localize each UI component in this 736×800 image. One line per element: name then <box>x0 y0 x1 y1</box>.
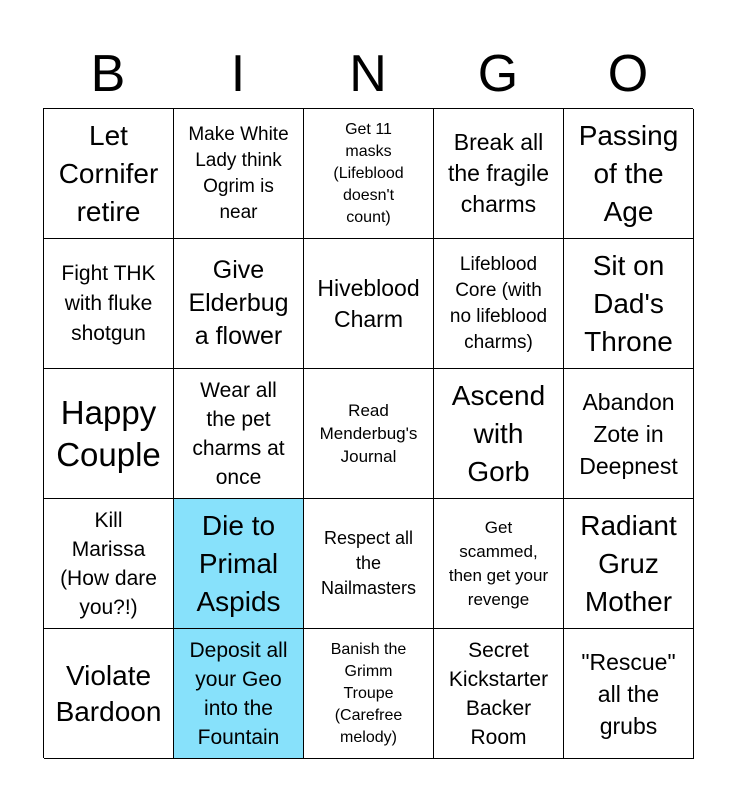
bingo-cell-label: Read Menderbug's Journal <box>319 401 418 466</box>
bingo-cell[interactable] <box>304 499 434 629</box>
bingo-cell[interactable] <box>44 109 174 239</box>
bingo-cell-label: Sit on Dad's Throne <box>584 249 673 357</box>
bingo-cell[interactable] <box>44 369 174 499</box>
bingo-cell[interactable] <box>564 629 694 759</box>
bingo-cell[interactable] <box>304 629 434 759</box>
bingo-cell-label: Hiveblood Charm <box>317 274 420 332</box>
bingo-cell-label: Banish the Grimm Troupe (Carefree melody) <box>330 640 407 746</box>
bingo-cell-label: Passing of the Age <box>578 119 679 227</box>
bingo-cell[interactable] <box>304 109 434 239</box>
bingo-cell-label: Get 11 masks (Lifeblood doesn't count) <box>333 120 404 226</box>
bingo-cell[interactable] <box>564 109 694 239</box>
bingo-cell-label: Radiant Gruz Mother <box>580 509 677 617</box>
bingo-cell-label: Fight THK with fluke shotgun <box>61 261 156 345</box>
bingo-cell-label: Let Cornifer retire <box>58 119 159 227</box>
bingo-board <box>43 108 693 758</box>
bingo-cell[interactable] <box>434 239 564 369</box>
bingo-cell[interactable] <box>174 499 304 629</box>
bingo-cell[interactable] <box>434 369 564 499</box>
bingo-cell-label: Violate Bardoon <box>55 659 162 727</box>
bingo-cell-label: Respect all the Nailmasters <box>320 528 417 598</box>
bingo-cell[interactable] <box>44 629 174 759</box>
bingo-cell[interactable] <box>174 239 304 369</box>
bingo-cell[interactable] <box>304 369 434 499</box>
bingo-cell[interactable] <box>434 499 564 629</box>
bingo-cell-label: Happy Couple <box>56 393 161 473</box>
bingo-cell-label: Abandon Zote in Deepnest <box>579 388 678 479</box>
bingo-cell[interactable] <box>44 239 174 369</box>
bingo-cell-label: Die to Primal Aspids <box>196 509 281 617</box>
bingo-cell-label: Wear all the pet charms at once <box>192 378 285 489</box>
bingo-cell-label: Secret Kickstarter Backer Room <box>448 638 549 749</box>
bingo-cell[interactable] <box>564 499 694 629</box>
bingo-cell[interactable] <box>44 499 174 629</box>
bingo-cell[interactable] <box>434 109 564 239</box>
header-letter-n: N <box>349 45 387 103</box>
bingo-header <box>43 40 693 108</box>
bingo-cell[interactable] <box>304 239 434 369</box>
bingo-cell[interactable] <box>174 109 304 239</box>
bingo-cell[interactable] <box>434 629 564 759</box>
bingo-cell-label: Lifeblood Core (with no lifeblood charms) <box>449 253 548 353</box>
bingo-cell-label: Give Elderbug a flower <box>188 256 289 350</box>
bingo-cell-label: Deposit all your Geo into the Fountain <box>189 638 288 749</box>
header-letter-g: G <box>477 45 519 103</box>
bingo-cell-label: Ascend with Gorb <box>451 379 546 487</box>
bingo-cell[interactable] <box>174 369 304 499</box>
bingo-cell-label: "Rescue" all the grubs <box>581 648 676 739</box>
bingo-cell-label: Break all the fragile charms <box>447 129 549 217</box>
bingo-cell-label: Make White Lady think Ogrim is near <box>188 123 289 223</box>
bingo-cell[interactable] <box>174 629 304 759</box>
header-letter-i: I <box>230 45 246 103</box>
header-letter-o: O <box>607 45 649 103</box>
bingo-cell[interactable] <box>564 239 694 369</box>
bingo-cell-label: Get scammed, then get your revenge <box>448 517 549 609</box>
bingo-cell-label: Kill Marissa (How dare you?!) <box>60 508 157 619</box>
header-letter-b: B <box>90 45 126 103</box>
bingo-cell[interactable] <box>564 369 694 499</box>
